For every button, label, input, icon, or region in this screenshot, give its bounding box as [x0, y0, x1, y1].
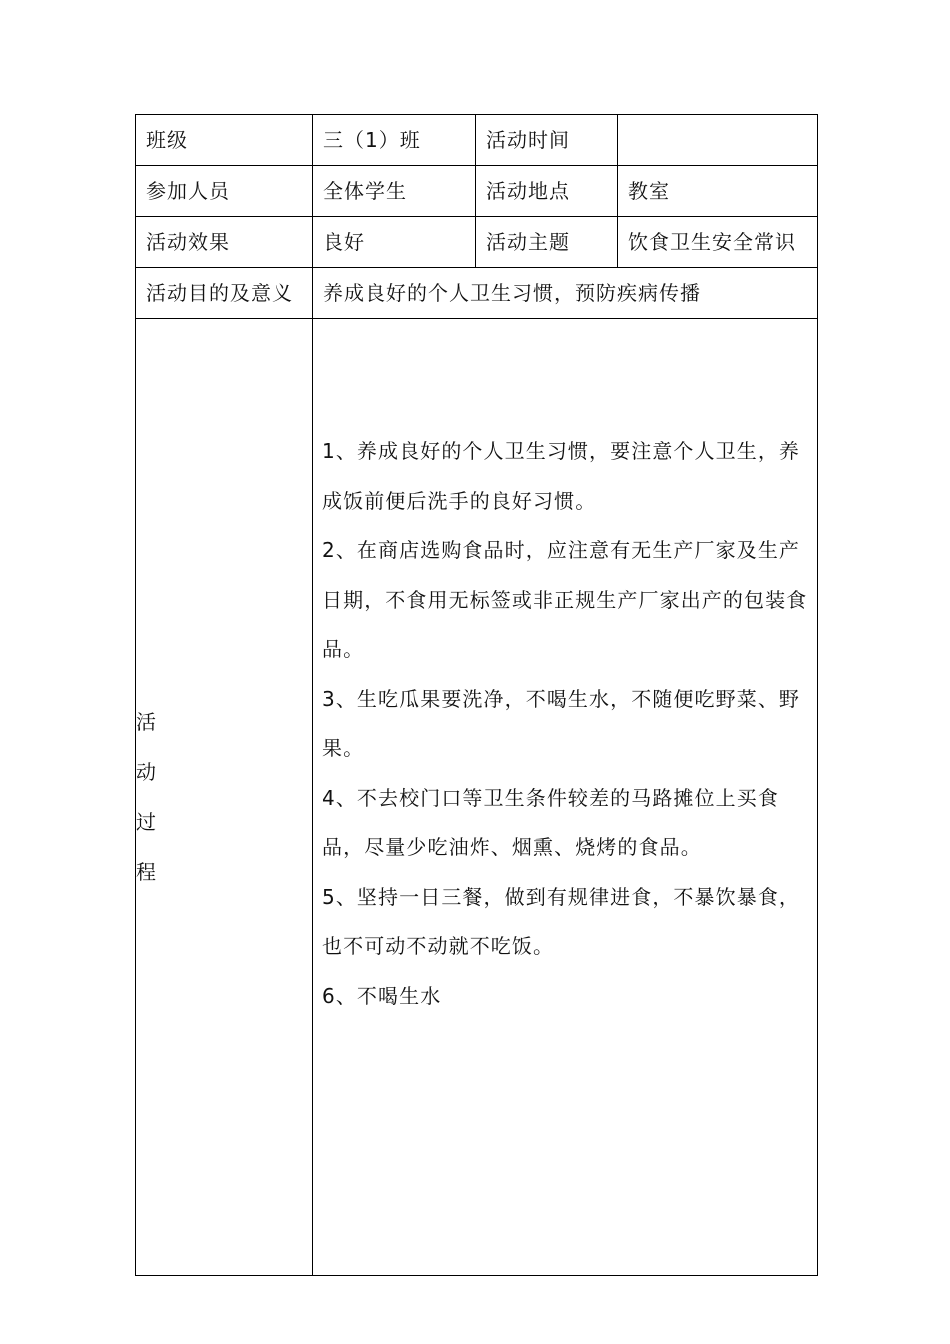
activity-location-value: 教室 [618, 166, 818, 217]
process-item: 6、不喝生水 [322, 983, 442, 1008]
activity-location-label: 活动地点 [476, 166, 618, 217]
process-item: 1、养成良好的个人卫生习惯，要注意个人卫生，养成饭前便后洗手的良好习惯。 [322, 439, 801, 513]
class-label: 班级 [136, 115, 313, 166]
participants-label: 参加人员 [136, 166, 313, 217]
activity-theme-value: 饮食卫生安全常识 [618, 217, 818, 268]
process-item: 4、不去校门口等卫生条件较差的马路摊位上买食品，尽量少吃油炸、烟熏、烧烤的食品。 [322, 785, 779, 859]
process-item: 2、在商店选购食品时，应注意有无生产厂家及生产日期，不食用无标签或非正规生产厂家出产的包装食品。 [322, 538, 808, 661]
process-label [136, 319, 313, 1276]
process-item: 5、坚持一日三餐，做到有规律进食，不暴饮暴食，也不可动不动就不吃饭。 [322, 884, 801, 958]
activity-theme-label: 活动主题 [476, 217, 618, 268]
class-row [136, 115, 818, 166]
process-content [313, 319, 818, 1276]
activity-time-label: 活动时间 [476, 115, 618, 166]
process-label-char: 动 [136, 760, 157, 784]
effect-row [136, 217, 818, 268]
process-label-char: 活 [136, 710, 157, 734]
purpose-value: 养成良好的个人卫生习惯，预防疾病传播 [313, 268, 818, 319]
process-item: 3、生吃瓜果要洗净，不喝生水，不随便吃野菜、野果。 [322, 686, 801, 760]
participants-row [136, 166, 818, 217]
purpose-row [136, 268, 818, 319]
purpose-label: 活动目的及意义 [136, 268, 313, 319]
activity-time-value [618, 115, 818, 166]
process-row [136, 319, 818, 1276]
activity-record-table [135, 114, 818, 1276]
class-value: 三（1）班 [313, 115, 476, 166]
activity-effect-value: 良好 [313, 217, 476, 268]
process-label-char: 过 [136, 810, 157, 834]
process-label-char: 程 [136, 860, 157, 884]
participants-value: 全体学生 [313, 166, 476, 217]
activity-effect-label: 活动效果 [136, 217, 313, 268]
